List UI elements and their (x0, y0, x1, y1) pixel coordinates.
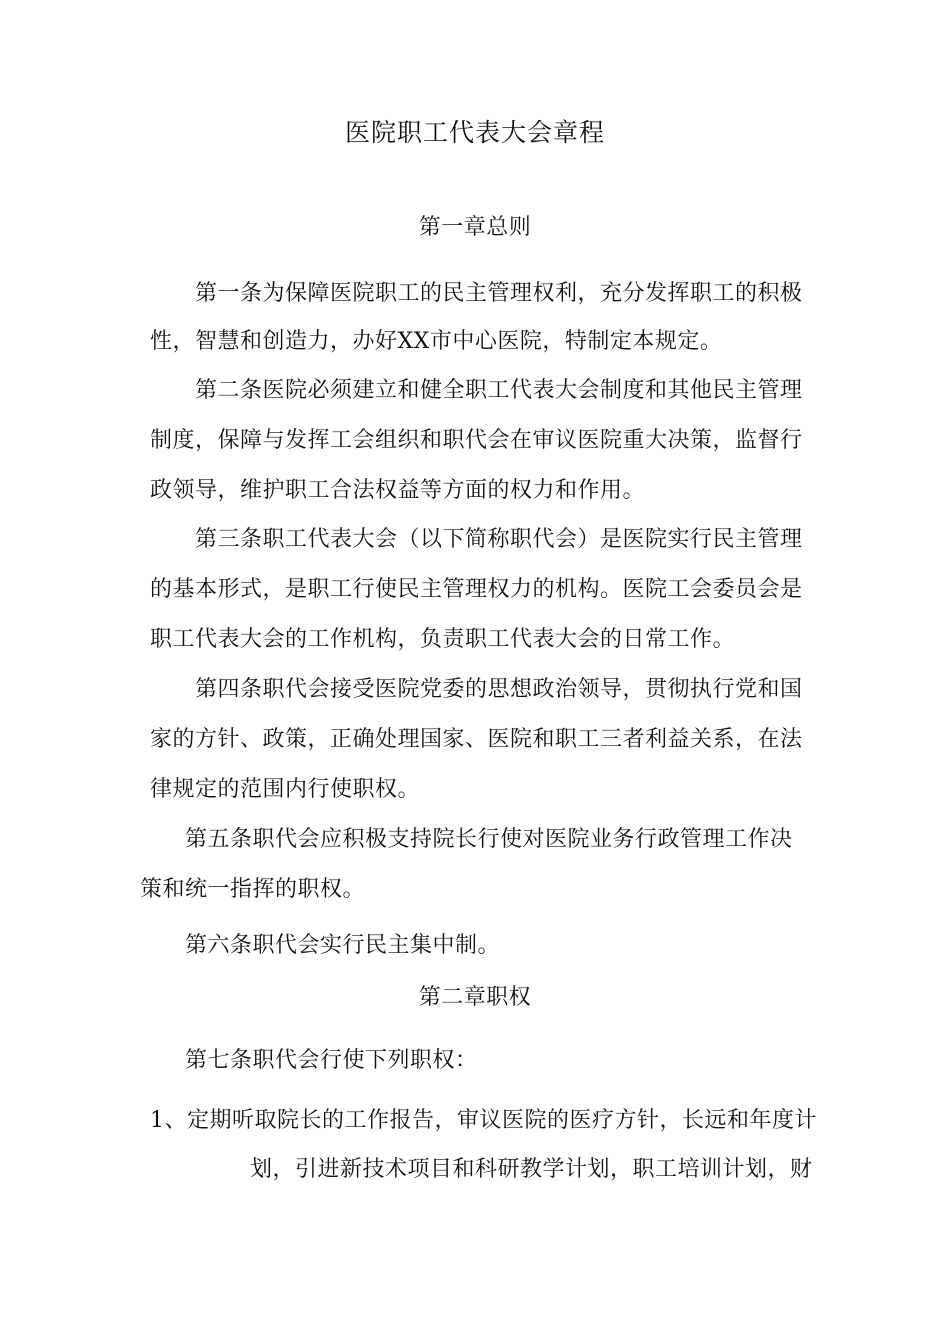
chapter-heading: 第二章职权 (418, 985, 532, 1010)
document-title: 医院职工代表大会章程 (344, 118, 605, 147)
article-3-line-2: 的基本形式，是职工行使民主管理权力的机构。医院工会委员会是 (150, 577, 803, 602)
article-2-line-2: 制度，保障与发挥工会组织和职代会在审议医院重大决策，监督行 (150, 428, 803, 453)
article-4-line-3: 律规定的范围内行使职权。 (150, 777, 421, 802)
article-3-line-3: 职工代表大会的工作机构，负责职工代表大会的日常工作。 (150, 627, 736, 652)
article-7: 第七条职代会行使下列职权： (185, 1048, 478, 1073)
article-5-line-1: 第五条职代会应积极支持院长行使对医院业务行政管理工作决 (185, 827, 793, 852)
list-item-1-line-2: 划，引进新技术项目和科研教学计划，职工培训计划，财 (250, 1157, 813, 1182)
article-1-line-1: 第一条为保障医院职工的民主管理权利，充分发挥职工的积极 (195, 281, 803, 306)
chapter-heading: 第一章总则 (418, 215, 532, 240)
article-6: 第六条职代会实行民主集中制。 (185, 933, 501, 958)
list-item-1-line-1: 1、定期听取院长的工作报告，审议医院的医疗方针，长远和年度计 (150, 1108, 817, 1133)
article-2-line-3: 政领导，维护职工合法权益等方面的权力和作用。 (150, 478, 646, 503)
article-2-line-1: 第二条医院必须建立和健全职工代表大会制度和其他民主管理 (195, 378, 803, 403)
article-1-line-2: 性，智慧和创造力，办好XX市中心医院，特制定本规定。 (150, 329, 723, 354)
article-4-line-1: 第四条职代会接受医院党委的思想政治领导，贯彻执行党和国 (195, 677, 803, 702)
article-3-line-1: 第三条职工代表大会（以下简称职代会）是医院实行民主管理 (195, 527, 803, 552)
article-4-line-2: 家的方针、政策，正确处理国家、医院和职工三者利益关系，在法 (150, 727, 803, 752)
article-5-line-2: 策和统一指挥的职权。 (140, 877, 366, 902)
